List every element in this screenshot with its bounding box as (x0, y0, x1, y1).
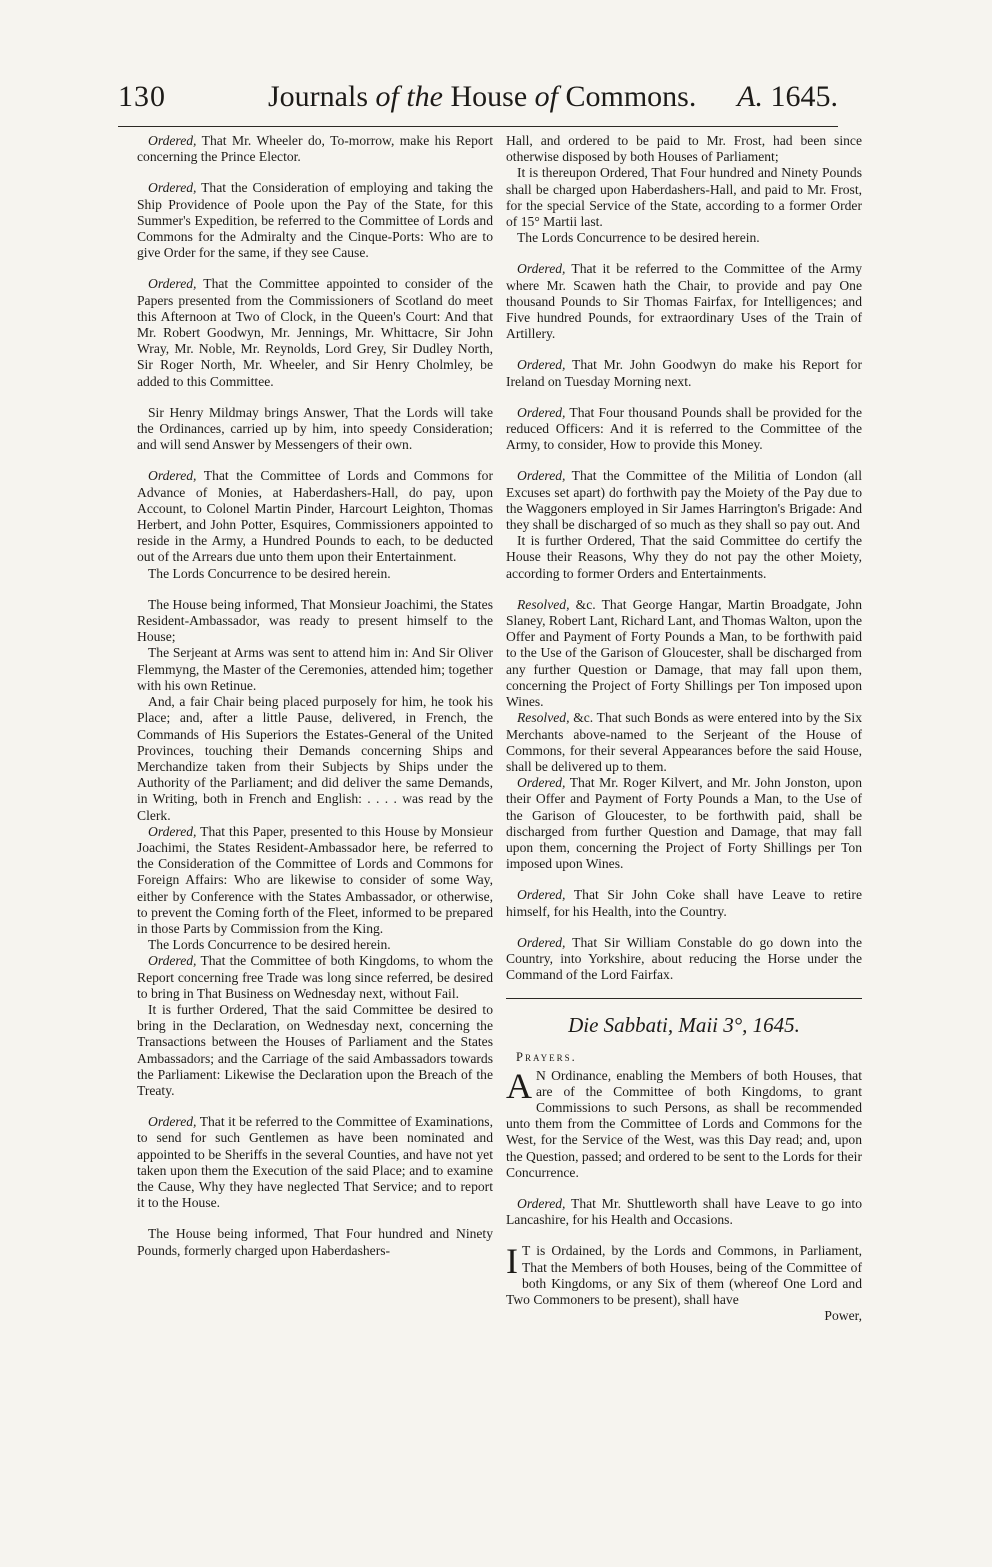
entry-text: That it be referred to the Committee of the Army where Mr. Scawen hath the Chair, to provide and pay One thousand Pounds to Sir Thomas Fairfax, for Intelligences; and Five hundred Pounds, for extraordinary Uses of the Train of Artillery. (506, 261, 862, 342)
dropcap-letter: A (506, 1065, 532, 1106)
entry-lead: Ordered, (148, 468, 197, 484)
page-number: 130 (118, 80, 166, 113)
journal-entry (506, 533, 862, 582)
year-value: 1645. (763, 80, 838, 113)
journal-entry (137, 597, 493, 646)
left-column (137, 133, 493, 1259)
journal-entry (137, 1226, 493, 1258)
journal-entry (137, 566, 493, 582)
journal-entry (506, 133, 862, 165)
ordinance-paragraph (506, 1065, 862, 1181)
entry-text: It is further Ordered, That the said Committee do certify the House their Reasons, Why they do not pay the other Moiety, according to former Orders and Entertainments. (506, 533, 862, 581)
entry-lead: Ordered, (148, 1114, 197, 1130)
title-word-commons: Commons. (558, 80, 697, 113)
running-title (268, 80, 696, 114)
journal-entry (137, 468, 493, 565)
entry-text: That Sir John Coke shall have Leave to retire himself, for his Health, into the Country. (506, 887, 862, 919)
entry-text: That Mr. John Goodwyn do make his Report for Ireland on Tuesday Morning next. (506, 357, 862, 389)
journal-entry (137, 1114, 493, 1211)
entry-text: That Four thousand Pounds shall be provided for the reduced Officers: And it is referred to the Committee of the Army, to consider, How to provide this Money. (506, 404, 862, 453)
entry-lead: Ordered, (148, 953, 197, 969)
entry-text: That the Consideration of employing and taking the Ship Providence of Poole upon the Pay of the State, for this Summer's Expedition, be referred to the Committee of Lords and Commons for the Admiralty and the Cinque-Ports: Who are to give Order for the same, if they see Cause. (137, 180, 493, 261)
entry-lead: Ordered, (148, 276, 197, 292)
journal-entry (506, 935, 862, 984)
catchword: Power, (824, 1308, 862, 1324)
entry-lead: Resolved, (517, 596, 570, 612)
entry-lead: Ordered, (517, 261, 566, 277)
journal-entry (137, 953, 493, 1002)
page-header (118, 80, 838, 126)
journal-entry (506, 261, 862, 342)
entry-text: And, a fair Chair being placed purposely for him, he took his Place; and, after a little Pause, delivered, in French, the Commands of His Superiors the Estates-General of the United Provinces, touching their Demands concerning Ships and Merchandize taken from their Subjects by Ships under the Authority of the Parliament; and did deliver the same Demands, in Writing, both in French and English: . . . . was read by the Clerk. (137, 694, 493, 823)
entry-text: The Serjeant at Arms was sent to attend him in: And Sir Oliver Flemmyng, the Master of the Ceremonies, attended him; together with his own Retinue. (137, 645, 493, 693)
journal-entry (137, 937, 493, 953)
journal-entry (506, 405, 862, 454)
ordained-text: T is Ordained, by the Lords and Commons, in Parliament, That the Members of both Houses, being of the Committee of both Kingdoms, or any Six of them (whereof One Lord and Two Commoners to be present), shall have (506, 1243, 862, 1307)
paragraph-lead: Ordered, (517, 1195, 566, 1211)
entry-lead: Ordered, (517, 775, 566, 791)
year-label (737, 80, 838, 114)
entry-lead: Ordered, (148, 133, 197, 148)
entry-text: That it be referred to the Committee of Examinations, to send for such Gentlemen as have been nominated and appointed to be Sheriffs in the several Counties, and have not yet taken upon them the Execution of the said Place; and to examine the Cause, Why they have neglected That Service; and to report it to the House. (137, 1114, 493, 1211)
title-of: of (534, 80, 558, 113)
entry-lead: Ordered, (517, 404, 566, 420)
entry-lead: Ordered, (517, 934, 566, 950)
journal-entry (506, 230, 862, 246)
journal-entry (506, 165, 862, 230)
entry-text: &c. That George Hangar, Martin Broadgate, John Slaney, Robert Lant, Richard Lant, and Thomas Walton, upon the Offer and Payment of Forty Pounds a Man, to be forthwith paid to the Use of the Garison of Gloucester, shall be discharged from any further Question or Damage, that may fall upon them, concerning the Project of Forty Shillings per Ton imposed upon Wines. (506, 596, 862, 710)
journal-entry (137, 405, 493, 454)
entry-text: The House being informed, That Four hundred and Ninety Pounds, formerly charged upon Haberdashers- (137, 1226, 493, 1258)
entry-lead: Resolved, (517, 710, 570, 726)
entry-text: That the Committee of the Militia of London (all Excuses set apart) do forthwith pay the Moiety of the Pay due to the Waggoners employed in Sir James Harrington's Brigade: And they shall be discharged of so much as they shall so pay out. And (506, 468, 862, 533)
entry-text: That the Committee appointed to consider of the Papers presented from the Commissioners of Scotland do meet this Afternoon at Two of Clock, in the Queen's Court: And that Mr. Robert Goodwyn, Mr. Jennings, Mr. Whittacre, Sir John Wray, Mr. Noble, Mr. Reynolds, Lord Grey, Sir Dudley North, Sir Roger North, Mr. Wheeler, and Sir Henry Cholmley, be added to this Committee. (137, 276, 493, 389)
prayers-label: Prayers. (516, 1050, 577, 1065)
journal-entry (506, 468, 862, 533)
entry-lead: Ordered, (148, 180, 197, 196)
entry-text: The Lords Concurrence to be desired herein. (148, 565, 391, 581)
entry-text: That Mr. Roger Kilvert, and Mr. John Jonston, upon their Offer and Payment of Forty Pounds a Man, to the Use of the Garison of Gloucester, to be forthwith paid, shall be discharged from further Question and Damage, that may fall upon them, concerning the Project of Forty Shillings per Ton imposed upon Wines. (506, 775, 862, 872)
ordinance-text: N Ordinance, enabling the Members of both Houses, that are of the Committee of both Kingdoms, to grant Commissions to such Persons, as shall be recommended unto them from the Committee of Lords and Commons for the West, for the Service of the West, was this Day read; and, upon the Question, passed; and ordered to be sent to the Lords for their Concurrence. (506, 1067, 862, 1180)
journal-entry (137, 180, 493, 261)
journal-entry (137, 694, 493, 824)
entry-lead: Ordered, (517, 357, 566, 373)
right-column-entries (506, 133, 862, 983)
journal-entry (137, 1002, 493, 1099)
paragraph-text: That Mr. Shuttleworth shall have Leave to go into Lancashire, for his Health and Occasions. (506, 1195, 862, 1228)
section-divider (506, 998, 862, 999)
entry-text: It is thereupon Ordered, That Four hundred and Ninety Pounds shall be charged upon Haberdashers-Hall, and paid to Mr. Frost, for the special Service of the State, according to a former Order of 15° Martii last. (506, 165, 862, 230)
journal-entry (137, 645, 493, 694)
dropcap-letter: I (506, 1241, 518, 1282)
entry-text: The Lords Concurrence to be desired herein. (517, 230, 760, 246)
title-word-journals: Journals (268, 80, 376, 113)
journal-entry (506, 357, 862, 389)
entry-text: That this Paper, presented to this House by Monsieur Joachimi, the States Resident-Ambassador here, be referred to the Consideration of the Committee of Lords and Commons for Foreign Affairs: Who are likewise to consider of some Way, either by Conference with the States Ambassador, or otherwise, to prevent the Coming forth of the Fleet, informed to be prepared in those Parts by Commission from the King. (137, 823, 493, 936)
journal-entry (506, 775, 862, 872)
entry-text: The House being informed, That Monsieur Joachimi, the States Resident-Ambassador, was ready to present himself to the House; (137, 596, 493, 645)
entry-text: &c. That such Bonds as were entered into by the Six Merchants above-named to the Serjeant of the House of Commons, for their several Appearances before the said House, shall be delivered up to them. (506, 710, 862, 774)
shuttleworth-paragraph (506, 1196, 862, 1228)
entry-text: That the Committee of both Kingdoms, to whom the Report concerning free Trade was long since referred, be desired to bring in That Business on Wednesday next, without Fail. (137, 953, 493, 1001)
entry-text: Sir Henry Mildmay brings Answer, That the Lords will take the Ordinances, carried up by him, into speedy Consideration; and will send Answer by Messengers of their own. (137, 404, 493, 453)
journal-entry (137, 824, 493, 937)
header-rule (118, 126, 838, 127)
journal-entry (137, 276, 493, 389)
right-column (506, 133, 862, 1324)
entry-lead: Ordered, (148, 823, 197, 839)
entry-text: That the Committee of Lords and Commons for Advance of Monies, at Haberdashers-Hall, do pay, upon Account, to Colonel Martin Pinder, Harcourt Leighton, Thomas Herbert, and John Potter, Esquires, Commissioners appointed to reside in the Army, a Hundred Pounds to each, to be deducted out of the Arrears due unto them upon their Entertainment. (137, 468, 493, 565)
ordained-paragraph (506, 1243, 862, 1308)
journal-entry (506, 887, 862, 919)
entry-lead: Ordered, (517, 468, 566, 484)
entry-text: That Sir William Constable do go down into the Country, into Yorkshire, about reducing the Horse under the Command of the Lord Fairfax. (506, 934, 862, 983)
journal-entry (506, 710, 862, 775)
entry-text: That Mr. Wheeler do, To-morrow, make his Report concerning the Prince Elector. (137, 133, 493, 165)
year-prefix: A. (737, 80, 763, 113)
date-heading: Die Sabbati, Maii 3°, 1645. (568, 1013, 800, 1038)
entry-lead: Ordered, (517, 887, 566, 903)
title-word-house: House (443, 80, 535, 113)
entry-text: The Lords Concurrence to be desired herein. (148, 937, 391, 953)
title-of-the: of the (375, 80, 443, 113)
entry-text: It is further Ordered, That the said Committee be desired to bring in the Declaration, on Wednesday next, concerning the Transactions between the Houses of Parliament and the States Ambassadors; and the Carriage of the said Ambassadors towards the Parliament: Likewise the Declaration upon the Breach of the Treaty. (137, 1001, 493, 1098)
entry-text: Hall, and ordered to be paid to Mr. Frost, had been since otherwise disposed by both Houses of Parliament; (506, 133, 862, 165)
journal-entry (506, 597, 862, 710)
journal-entry (137, 133, 493, 165)
